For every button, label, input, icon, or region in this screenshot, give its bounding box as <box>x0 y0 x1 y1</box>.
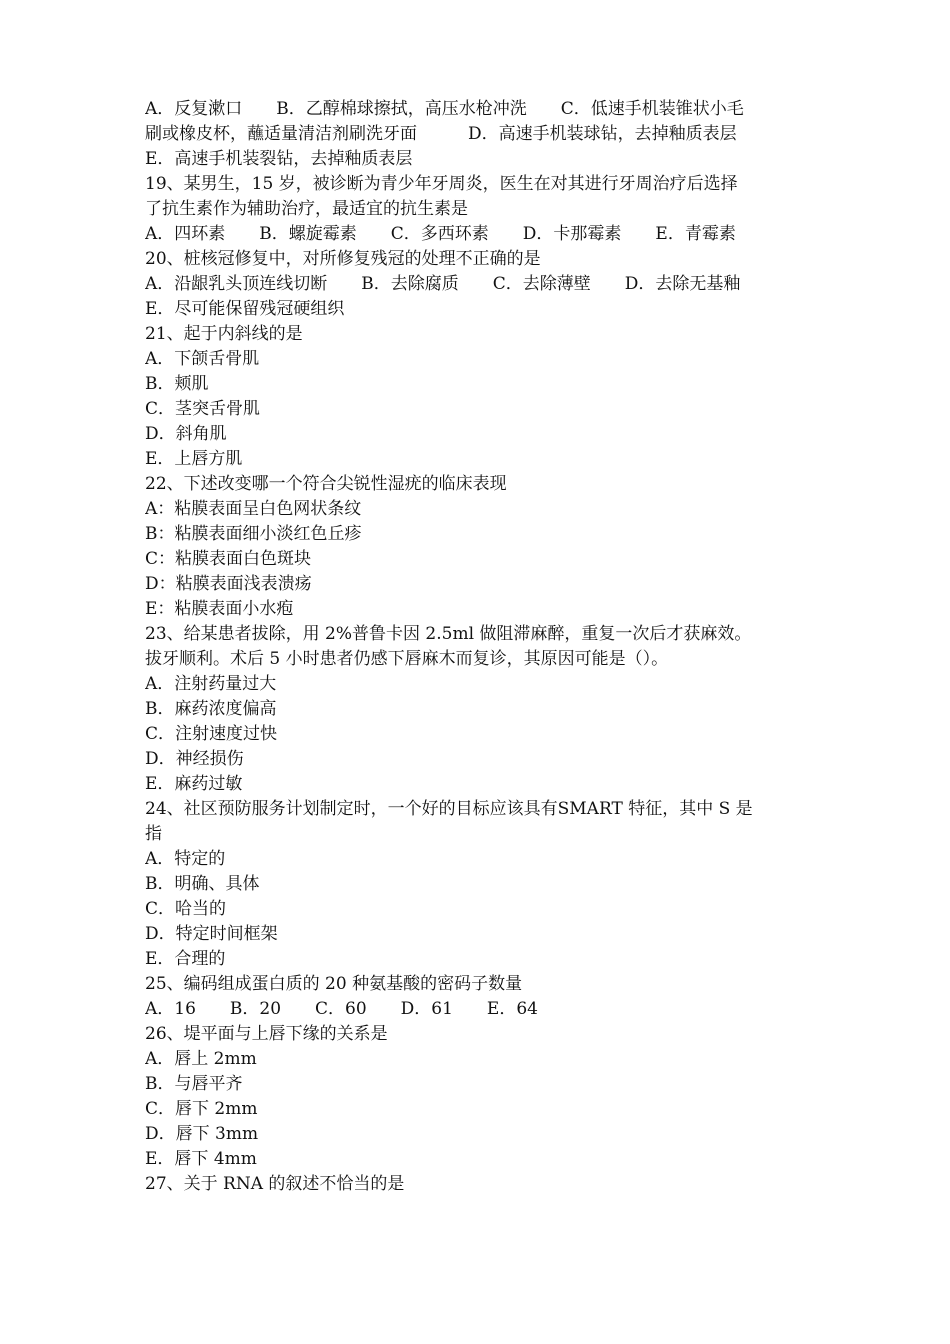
option-line: C：粘膜表面白色斑块 <box>145 549 312 569</box>
option-line: E．尽可能保留残冠硬组织 <box>145 299 345 319</box>
text-line: 拔牙顺利。术后 5 小时患者仍感下唇麻木而复诊，其原因可能是（）。 <box>145 649 669 669</box>
option-line: E．上唇方肌 <box>145 449 243 469</box>
option-line: E：粘膜表面小水疱 <box>145 599 294 619</box>
option-line: E．合理的 <box>145 949 226 969</box>
option-line: B．颊肌 <box>145 374 209 394</box>
question-line: 19、某男生，15 岁，被诊断为青少年牙周炎，医生在对其进行牙周治疗后选择 <box>145 174 738 194</box>
question-line: 25、编码组成蛋白质的 20 种氨基酸的密码子数量 <box>145 974 523 994</box>
option-line: C．注射速度过快 <box>145 724 278 744</box>
options-line: A．沿龈乳头顶连线切断 B．去除腐质 C．去除薄壁 D．去除无基釉 <box>145 274 741 294</box>
question-line: 26、堤平面与上唇下缘的关系是 <box>145 1024 388 1044</box>
option-line: B．麻药浓度偏高 <box>145 699 277 719</box>
option-line: D．特定时间框架 <box>145 924 278 944</box>
option-line: D：粘膜表面浅表溃疡 <box>145 574 312 594</box>
text-line: 指 <box>145 824 162 844</box>
document-body <box>145 97 810 1197</box>
text-line: 刷或橡皮杯，蘸适量清洁剂刷洗牙面 D．高速手机装球钻，去掉釉质表层 <box>145 124 737 144</box>
option-line: E．唇下 4mm <box>145 1149 257 1169</box>
option-line: D．斜角肌 <box>145 424 227 444</box>
option-line: A．唇上 2mm <box>145 1049 257 1069</box>
question-line: 21、起于内斜线的是 <box>145 324 303 344</box>
options-line: A．四环素 B．螺旋霉素 C．多西环素 D．卡那霉素 E．青霉素 <box>145 224 736 244</box>
option-line: D．唇下 3mm <box>145 1124 259 1144</box>
option-line: C．哈当的 <box>145 899 227 919</box>
question-line: 24、社区预防服务计划制定时，一个好的目标应该具有SMART 特征，其中 S 是 <box>145 799 753 819</box>
option-line: A．特定的 <box>145 849 226 869</box>
option-line: A．注射药量过大 <box>145 674 277 694</box>
options-line: A．16 B．20 C．60 D．61 E．64 <box>145 999 538 1019</box>
text-line: 了抗生素作为辅助治疗，最适宜的抗生素是 <box>145 199 468 219</box>
option-line: C．唇下 2mm <box>145 1099 258 1119</box>
text-line: E．高速手机装裂钻，去掉釉质表层 <box>145 149 413 169</box>
text-line: A．反复漱口 B．乙醇棉球擦拭，高压水枪冲洗 C．低速手机装锥状小毛 <box>145 99 744 119</box>
option-line: A．下颌舌骨肌 <box>145 349 260 369</box>
option-line: D．神经损伤 <box>145 749 244 769</box>
option-line: C．茎突舌骨肌 <box>145 399 261 419</box>
question-line: 20、桩核冠修复中，对所修复残冠的处理不正确的是 <box>145 249 541 269</box>
option-line: B：粘膜表面细小淡红色丘疹 <box>145 524 362 544</box>
question-line: 27、关于 RNA 的叙述不恰当的是 <box>145 1174 405 1194</box>
question-line: 23、给某患者拔除，用 2%普鲁卡因 2.5ml 做阻滞麻醉，重复一次后才获麻效。 <box>145 624 752 644</box>
option-line: A：粘膜表面呈白色网状条纹 <box>145 499 362 519</box>
option-line: E．麻药过敏 <box>145 774 243 794</box>
option-line: B．明确、具体 <box>145 874 260 894</box>
option-line: B．与唇平齐 <box>145 1074 243 1094</box>
question-line: 22、下述改变哪一个符合尖锐性湿疣的临床表现 <box>145 474 507 494</box>
